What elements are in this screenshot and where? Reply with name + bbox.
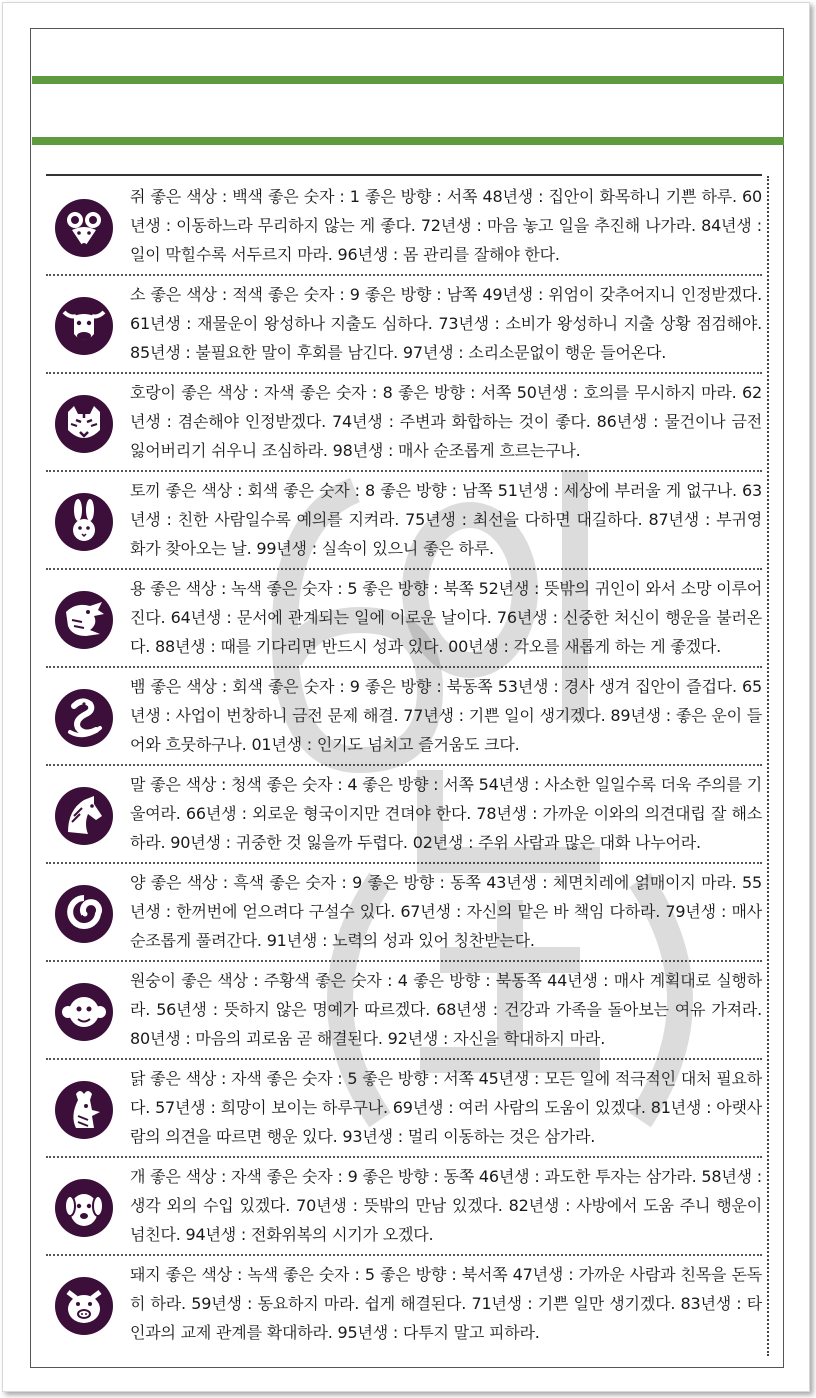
zodiac-text-ox: 소 좋은 색상 : 적색 좋은 숫자 : 9 좋은 방향 : 남쪽 49년생 : 위엄이 갖추어지니 인정받겠다. 61년생 : 재물운이 왕성하나 지출도 심하다. 73년생 : 소비가 왕성하니 지출 상황 점검해야. 85년생 : 불필요한 말이 후회를 남긴다. 97년생 : 소리소문없이 행운 들어온다.: [130, 285, 762, 362]
list-top-rule: [46, 174, 762, 176]
right-dotted-divider: [767, 176, 769, 1356]
monkey-icon: [54, 982, 114, 1042]
zodiac-row-pig: [46, 1256, 762, 1352]
zodiac-row-snake: [46, 668, 762, 766]
dog-icon: [54, 1178, 114, 1238]
zodiac-list: [46, 178, 762, 1352]
header-green-bar-bottom: [32, 137, 784, 145]
pig-icon: [54, 1276, 114, 1336]
zodiac-row-sheep: [46, 864, 762, 962]
zodiac-row-rooster: [46, 1060, 762, 1158]
dragon-icon: [54, 590, 114, 650]
zodiac-text-rabbit: 토끼 좋은 색상 : 회색 좋은 숫자 : 8 좋은 방향 : 남쪽 51년생 : 세상에 부러울 게 없구나. 63년생 : 친한 사람일수록 예의를 지켜라. 75년생 : 최선을 다하면 대길하다. 87년생 : 부귀영화가 찾아오는 날. 99년생 : 실속이 있으니 좋은 하루.: [130, 481, 762, 558]
zodiac-row-monkey: [46, 962, 762, 1060]
rat-icon: [54, 198, 114, 258]
ox-icon: [54, 296, 114, 356]
zodiac-row-ox: [46, 276, 762, 374]
zodiac-text-sheep: 양 좋은 색상 : 흑색 좋은 숫자 : 9 좋은 방향 : 동쪽 43년생 : 체면치레에 얽매이지 마라. 55년생 : 한꺼번에 얻으려다 구설수 있다. 67년생 : 자신의 맡은 바 책임 다하라. 79년생 : 매사 순조롭게 풀려간다. 91년생 : 노력의 성과 있어 칭찬받는다.: [130, 873, 762, 950]
zodiac-row-horse: [46, 766, 762, 864]
zodiac-row-rat: [46, 178, 762, 276]
tiger-icon: [54, 394, 114, 454]
zodiac-text-horse: 말 좋은 색상 : 청색 좋은 숫자 : 4 좋은 방향 : 서쪽 54년생 : 사소한 일일수록 더욱 주의를 기울여라. 66년생 : 외로운 형국이지만 견뎌야 한다. 78년생 : 가까운 이와의 의견대립 잘 해소하라. 90년생 : 귀중한 것 잃을까 두렵다. 02년생 : 주위 사람과 많은 대화 나누어라.: [130, 775, 762, 852]
zodiac-text-dragon: 용 좋은 색상 : 녹색 좋은 숫자 : 5 좋은 방향 : 북쪽 52년생 : 뜻밖의 귀인이 와서 소망 이루어진다. 64년생 : 문서에 관계되는 일에 이로운 날이다. 76년생 : 신중한 처신이 행운을 불러온다. 88년생 : 때를 기다리면 반드시 성과 있다. 00년생 : 각오를 새롭게 하는 게 좋겠다.: [130, 579, 762, 656]
zodiac-text-pig: 돼지 좋은 색상 : 녹색 좋은 숫자 : 5 좋은 방향 : 북서쪽 47년생 : 가까운 사람과 친목을 돈독히 하라. 59년생 : 동요하지 마라. 쉽게 해결된다. 71년생 : 기쁜 일만 생기겠다. 83년생 : 타인과의 교제 관계를 확대하라. 95년생 : 다투지 말고 피하라.: [130, 1265, 762, 1342]
sheep-icon: [54, 884, 114, 944]
header-green-bar-top: [32, 76, 784, 84]
zodiac-text-monkey: 원숭이 좋은 색상 : 주황색 좋은 숫자 : 4 좋은 방향 : 북동쪽 44년생 : 매사 계획대로 실행하라. 56년생 : 뜻하지 않은 명예가 따르겠다. 68년생 : 건강과 가족을 돌아보는 여유 가져라. 80년생 : 마음의 괴로움 곧 해결된다. 92년생 : 자신을 학대하지 마라.: [130, 971, 762, 1048]
zodiac-text-rat: 쥐 좋은 색상 : 백색 좋은 숫자 : 1 좋은 방향 : 서쪽 48년생 : 집안이 화목하니 기쁜 하루. 60년생 : 이동하느라 무리하지 않는 게 좋다. 72년생 : 마음 놓고 일을 추진해 나가라. 84년생 : 일이 막힐수록 서두르지 마라. 96년생 : 몸 관리를 잘해야 한다.: [130, 187, 762, 264]
snake-icon: [54, 688, 114, 748]
zodiac-text-tiger: 호랑이 좋은 색상 : 자색 좋은 숫자 : 8 좋은 방향 : 서쪽 50년생 : 호의를 무시하지 마라. 62년생 : 겸손해야 인정받겠다. 74년생 : 주변과 화합하는 것이 좋다. 86년생 : 물건이나 금전 잃어버리기 쉬우니 조심하라. 98년생 : 매사 순조롭게 흐르는구나.: [130, 383, 762, 460]
zodiac-text-dog: 개 좋은 색상 : 자색 좋은 숫자 : 9 좋은 방향 : 동쪽 46년생 : 과도한 투자는 삼가라. 58년생 : 생각 외의 수입 있겠다. 70년생 : 뜻밖의 만남 있겠다. 82년생 : 사방에서 도움 주니 행운이 넘친다. 94년생 : 전화위복의 시기가 오겠다.: [130, 1167, 762, 1244]
horse-icon: [54, 786, 114, 846]
zodiac-row-tiger: [46, 374, 762, 472]
rooster-icon: [54, 1080, 114, 1140]
zodiac-row-dog: [46, 1158, 762, 1256]
zodiac-text-snake: 뱀 좋은 색상 : 회색 좋은 숫자 : 9 좋은 방향 : 북동쪽 53년생 : 경사 생겨 집안이 즐겁다. 65년생 : 사업이 번창하니 금전 문제 해결. 77년생 : 기쁜 일이 생기겠다. 89년생 : 좋은 운이 들어와 흐뭇하구나. 01년생 : 인기도 넘치고 즐거움도 크다.: [130, 677, 762, 754]
rabbit-icon: [54, 492, 114, 552]
zodiac-row-rabbit: [46, 472, 762, 570]
zodiac-text-rooster: 닭 좋은 색상 : 자색 좋은 숫자 : 5 좋은 방향 : 서쪽 45년생 : 모든 일에 적극적인 대처 필요하다. 57년생 : 희망이 보이는 하루구나. 69년생 : 여러 사람의 도움이 있겠다. 81년생 : 아랫사람의 의견을 따르면 행운 있다. 93년생 : 멀리 이동하는 것은 삼가라.: [130, 1069, 762, 1146]
zodiac-row-dragon: [46, 570, 762, 668]
